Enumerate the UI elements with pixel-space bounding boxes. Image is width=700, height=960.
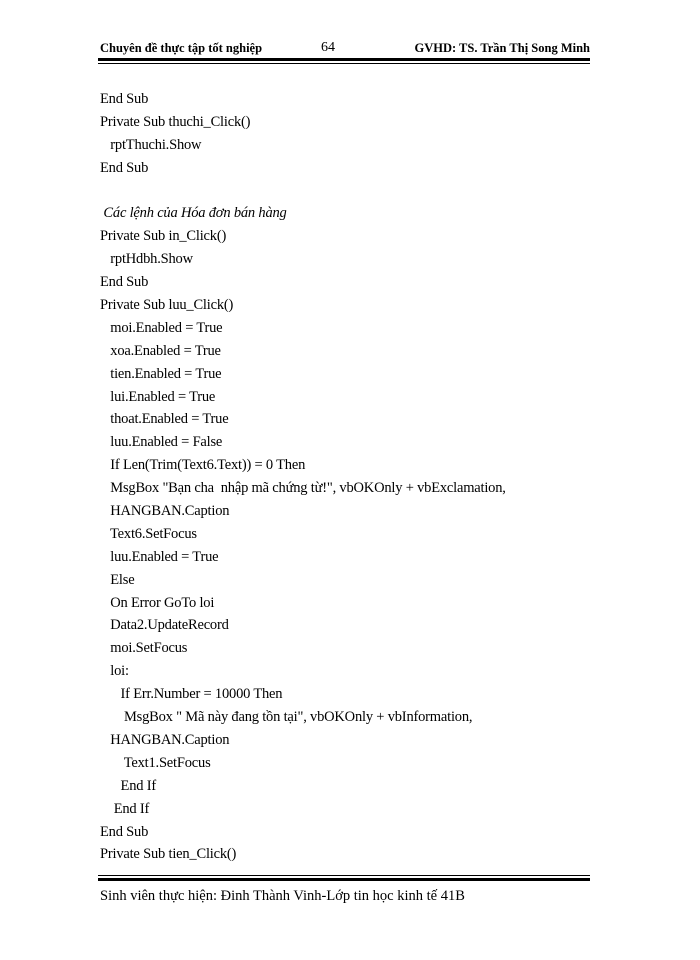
code-line: Text6.SetFocus	[100, 525, 197, 542]
code-line: Private Sub thuchi_Click()	[100, 113, 251, 130]
header-document-title: Chuyên đề thực tập tốt nghiệp	[100, 41, 263, 55]
code-line: End Sub	[100, 159, 149, 176]
code-line: MsgBox "Bạn cha nhập mã chứng từ!", vbOKOnly + vbExclamation,	[100, 480, 506, 497]
header-rule-thick	[98, 58, 590, 61]
code-line: tien.Enabled = True	[100, 365, 222, 382]
section-heading: Các lệnh của Hóa đơn bán hàng	[100, 205, 287, 222]
code-line: Else	[100, 571, 135, 588]
code-line: MsgBox " Mã này đang tồn tại", vbOKOnly + vbInformation,	[100, 709, 473, 726]
code-line: HANGBAN.Caption	[100, 503, 230, 520]
code-line: If Err.Number = 10000 Then	[100, 686, 283, 703]
code-line: luu.Enabled = True	[100, 548, 219, 565]
page-footer: Sinh viên thực hiện: Đinh Thành Vinh-Lớp tin học kinh tế 41B	[100, 888, 465, 904]
code-line: Private Sub tien_Click()	[100, 846, 237, 863]
code-line: Private Sub luu_Click()	[100, 297, 234, 314]
code-line: lui.Enabled = True	[100, 388, 216, 405]
header-page-number: 64	[321, 40, 335, 55]
header-rule-thin	[98, 63, 590, 64]
code-line: xoa.Enabled = True	[100, 342, 221, 359]
blank-line	[100, 180, 590, 203]
code-line: End Sub	[100, 274, 149, 291]
code-line: End If	[100, 777, 156, 794]
code-line: moi.Enabled = True	[100, 319, 223, 336]
code-line: End Sub	[100, 91, 149, 107]
code-line: Private Sub in_Click()	[100, 228, 227, 245]
code-line: loi:	[100, 663, 129, 680]
code-line: HANGBAN.Caption	[100, 731, 230, 748]
header-advisor: GVHD: TS. Trần Thị Song Minh	[414, 41, 590, 55]
code-line: If Len(Trim(Text6.Text)) = 0 Then	[100, 457, 306, 474]
code-line: End Sub	[100, 823, 149, 840]
code-listing	[100, 88, 590, 866]
code-line: rptThuchi.Show	[100, 136, 202, 153]
code-line: Data2.UpdateRecord	[100, 617, 229, 634]
code-line: End If	[100, 800, 150, 817]
code-line: moi.SetFocus	[100, 640, 188, 657]
code-line: On Error GoTo loi	[100, 594, 215, 611]
footer-rule-thick	[98, 878, 590, 881]
code-line: luu.Enabled = False	[100, 434, 223, 451]
code-line: rptHdbh.Show	[100, 251, 193, 268]
code-line: thoat.Enabled = True	[100, 411, 229, 428]
footer-rule-thin	[98, 875, 590, 876]
code-line: Text1.SetFocus	[100, 754, 211, 771]
